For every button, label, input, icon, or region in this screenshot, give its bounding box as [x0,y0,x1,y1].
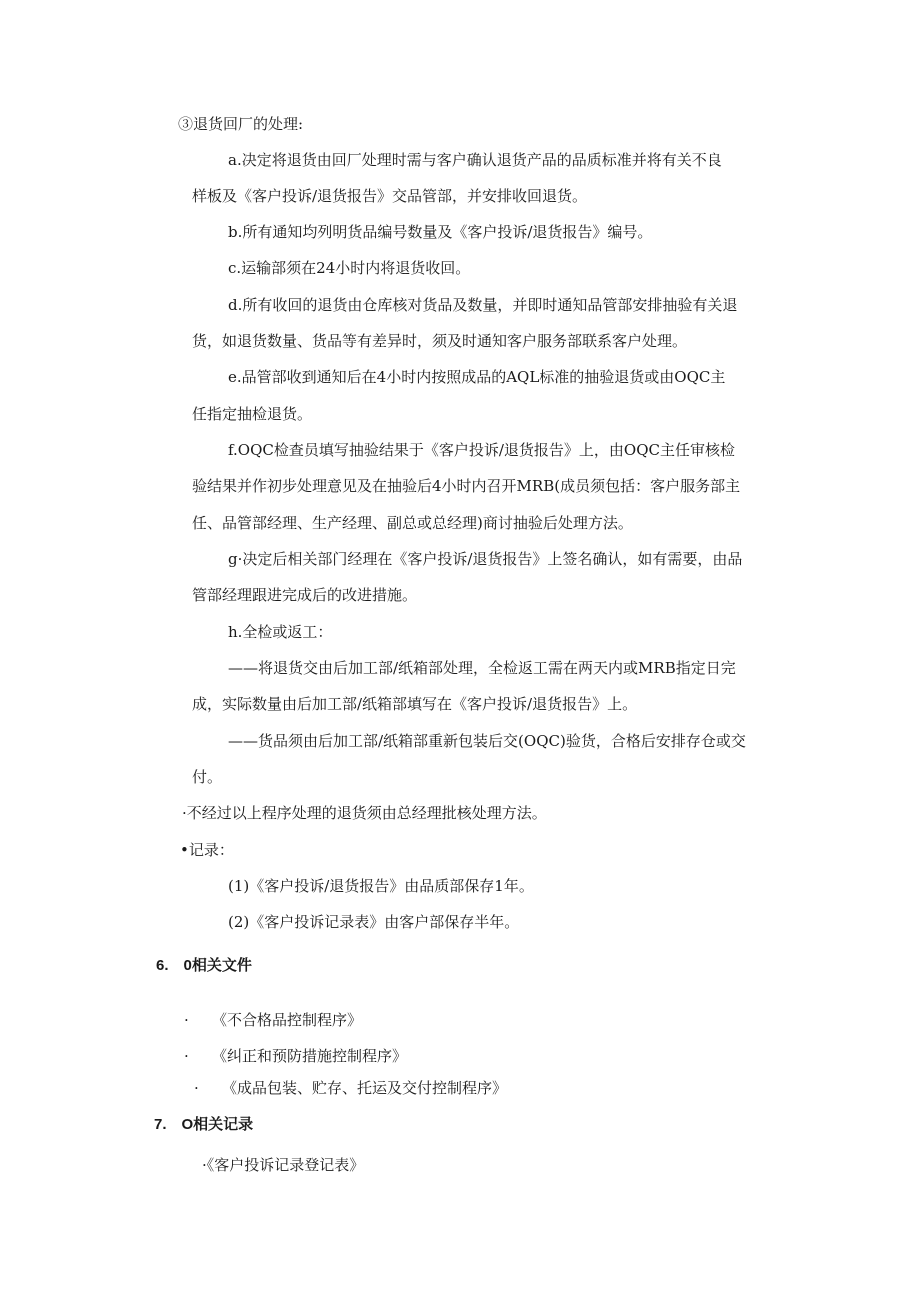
section-6-bullet-1: · [184,1011,189,1029]
record-item-1: (1)《客户投诉/退货报告》由品质部保存1年。 [228,877,534,895]
section-6-bullet-3: · [194,1079,199,1097]
section-7-title: 7. O相关记录 [154,1116,254,1133]
section-6-bullet-2: · [184,1047,189,1065]
related-doc-2: 《纠正和预防措施控制程序》 [212,1047,408,1065]
records-heading: •记录： [180,841,234,859]
return-processing-heading: ③退货回厂的处理: [178,115,304,133]
item-c-line-1: c.运输部须在24小时内将退货收回。 [228,259,471,277]
item-f-line-3: 任、品管部经理、生产经理、副总或总经理)商讨抽验后处理方法。 [192,514,633,532]
item-d-line-2: 货，如退货数量、货品等有差异时，须及时通知客户服务部联系客户处理。 [192,332,688,350]
item-h-line-1: h.全检或返工： [228,623,333,641]
item-g-line-2: 管部经理跟进完成后的改进措施。 [192,586,418,604]
related-record-1: ·《客户投诉记录登记表》 [202,1156,365,1174]
item-d-line-1: d.所有收回的退货由仓库核对货品及数量，并即时通知品管部安排抽验有关退 [228,296,738,314]
item-a-line-1: a.决定将退货由回厂处理时需与客户确认退货产品的品质标准并将有关不良 [228,151,722,169]
item-h1-line-1: ——将退货交由后加工部/纸箱部处理，全检返工需在两天内或MRB指定日完 [228,659,736,677]
item-g-line-1: g·决定后相关部门经理在《客户投诉/退货报告》上签名确认，如有需要，由品 [228,550,743,568]
item-h1-line-2: 成，实际数量由后加工部/纸箱部填写在《客户投诉/退货报告》上。 [192,695,638,713]
item-e-line-2: 任指定抽检退货。 [192,405,313,423]
approval-note: ·不经过以上程序处理的退货须由总经理批核处理方法。 [182,804,547,822]
item-h2-line-2: 付。 [192,768,223,786]
section-6-title: 6. 0相关文件 [156,957,252,974]
item-e-line-1: e.品管部收到通知后在4小时内按照成品的AQL标准的抽验退货或由OQC主 [228,368,726,386]
item-a-line-2: 样板及《客户投诉/退货报告》交品管部，并安排收回退货。 [192,187,588,205]
record-item-2: (2)《客户投诉记录表》由客户部保存半年。 [228,913,520,931]
item-f-line-2: 验结果并作初步处理意见及在抽验后4小时内召开MRB(成员须包括：客户服务部主 [192,477,741,495]
related-doc-3: 《成品包装、贮存、托运及交付控制程序》 [222,1079,508,1097]
item-h2-line-1: ——货品须由后加工部/纸箱部重新包装后交(OQC)验货，合格后安排存仓或交 [228,732,746,750]
item-b-line-1: b.所有通知均列明货品编号数量及《客户投诉/退货报告》编号。 [228,223,653,241]
related-doc-1: 《不合格品控制程序》 [212,1011,363,1029]
item-f-line-1: f.OQC检查员填写抽验结果于《客户投诉/退货报告》上，由OQC主任审核检 [228,441,735,459]
